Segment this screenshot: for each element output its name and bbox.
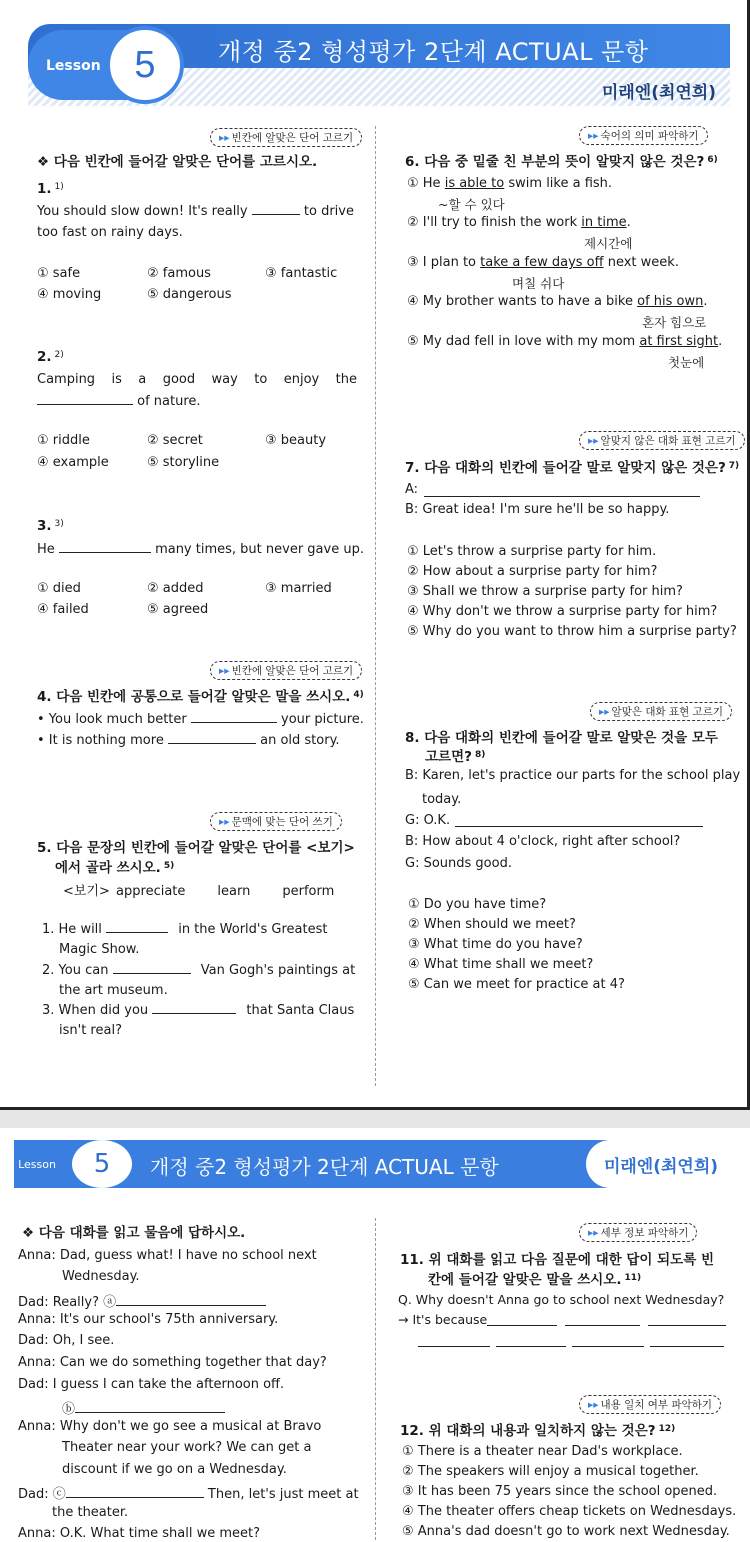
q-ref: 12) [658, 1424, 676, 1434]
option: ⑤ Can we meet for practice at 4? [408, 977, 625, 992]
answer-blank [252, 203, 300, 215]
column-divider [375, 1218, 376, 1540]
example-box [63, 880, 334, 899]
question-2-line2 [37, 393, 201, 409]
question-8-title2 [425, 745, 485, 765]
q-title: 6. 다음 중 밑줄 친 부분의 뜻이 알맞지 않은 것은? [405, 154, 705, 170]
dialogue-a: A: [405, 482, 419, 497]
section-tag [579, 126, 708, 145]
question-1-number [37, 178, 64, 197]
answer-blank [113, 962, 191, 974]
utterance: Then, let's just meet at [207, 1487, 359, 1502]
text: ③ I plan to [407, 255, 477, 270]
publisher-label: 미래엔(최연희) [586, 1140, 736, 1188]
question-2-line [37, 372, 357, 387]
option: ① Let's throw a surprise party for him. [407, 544, 657, 559]
dialogue-line [18, 1333, 114, 1348]
section-tag [210, 661, 362, 680]
option: ② famous [147, 266, 211, 281]
gloss: 혼자 힘으로 [642, 315, 707, 330]
text: 3. When did you [42, 1003, 149, 1018]
word: is [111, 372, 122, 387]
utterance: Oh, I see. [52, 1333, 115, 1348]
gloss: 첫눈에 [668, 355, 705, 370]
dialogue-line [18, 1291, 266, 1310]
utterance: O.K. What time shall we meet? [59, 1526, 261, 1541]
text: that Santa Claus [246, 1003, 355, 1018]
option: ③ It has been 75 years since the school opened. [402, 1484, 718, 1499]
text: He [37, 542, 55, 557]
arrow-icon: ▸▸ [588, 130, 599, 142]
q-ref: 4) [353, 690, 364, 700]
box-word: perform [282, 884, 335, 899]
option: ① There is a theater near Dad's workplace. [402, 1444, 683, 1459]
text: You should slow down! It's really [37, 204, 248, 219]
speaker: Dad: [18, 1487, 49, 1502]
q-ref: 1) [54, 182, 64, 192]
utterance: ⓑ [62, 1402, 76, 1417]
arrow-icon: ▸▸ [219, 816, 230, 828]
option: ⑤ dangerous [147, 287, 232, 302]
section-tag [579, 1223, 697, 1242]
option: ④ moving [37, 287, 102, 302]
dialogue-line: the theater. [52, 1505, 129, 1520]
question-7-title [405, 456, 739, 476]
utterance: ⓒ [52, 1487, 66, 1502]
arrow-icon: ▸▸ [219, 665, 230, 677]
text: swim like a fish. [508, 176, 613, 191]
question-11-title2 [428, 1268, 641, 1288]
arrow-icon: ▸▸ [588, 1227, 599, 1239]
option: ② secret [147, 433, 203, 448]
q-ref: 5) [163, 861, 175, 871]
text: Van Gogh's paintings at [200, 963, 356, 978]
underlined-phrase: take a few days off [480, 255, 604, 270]
sentence-item [42, 962, 355, 978]
gloss: 며칠 쉬다 [512, 276, 565, 291]
speaker: Anna: [18, 1248, 56, 1263]
speaker: Anna: [18, 1312, 56, 1327]
q-ref: 6) [707, 155, 718, 165]
option: ④ example [37, 455, 109, 470]
utterance: I guess I can take the afternoon off. [52, 1377, 285, 1392]
dialogue-line [18, 1312, 278, 1327]
q-ref: 7) [728, 461, 740, 471]
word: enjoy [283, 372, 320, 387]
question-2-number [37, 346, 64, 365]
option: ① died [37, 581, 81, 596]
arrow-icon: ▸▸ [599, 706, 610, 718]
page-title: 개정 중2 형성평가 2단계 ACTUAL 문항 [218, 38, 649, 66]
option: ④ What time shall we meet? [408, 957, 594, 972]
option: ② When should we meet? [408, 917, 576, 932]
dialogue-line [62, 1398, 225, 1417]
answer-blank [37, 393, 133, 405]
dialogue-line: Theater near your work? We can get a [62, 1440, 312, 1455]
q-ref: 3) [54, 519, 64, 529]
option: ① Do you have time? [408, 897, 547, 912]
section-tag [210, 812, 342, 831]
text: ⑤ My dad fell in love with my mom [407, 334, 636, 349]
option [407, 294, 708, 309]
text: . [718, 334, 723, 349]
dialogue-line [18, 1377, 284, 1392]
text: in the World's Greatest [178, 922, 328, 937]
dialogue-line: B: How about 4 o'clock, right after school? [405, 834, 681, 849]
option: ② How about a surprise party for him? [407, 564, 658, 579]
answer-blank [75, 1401, 225, 1413]
text: ④ My brother wants to have a bike [407, 294, 633, 309]
answer-line [424, 496, 700, 497]
arrow-icon: ▸▸ [588, 1399, 599, 1411]
option: ③ fantastic [265, 266, 338, 281]
lesson-header [14, 1140, 736, 1188]
option: ⑤ storyline [147, 455, 220, 470]
dialogue-line [18, 1526, 260, 1541]
page-title: 개정 중2 형성평가 2단계 ACTUAL 문항 [150, 1155, 499, 1179]
dialogue-line [18, 1483, 359, 1502]
option: ① riddle [37, 433, 90, 448]
sentence-item [42, 1002, 354, 1018]
answer-line [648, 1325, 726, 1326]
speaker: Dad: [18, 1377, 49, 1392]
box-word: appreciate [116, 884, 186, 899]
q-title: 4. 다음 빈칸에 공통으로 들어갈 알맞은 말을 쓰시오. [37, 689, 351, 705]
speaker: Anna: [18, 1526, 56, 1541]
underlined-phrase: at first sight [639, 334, 719, 349]
lesson-label: Lesson [46, 58, 101, 74]
option [407, 334, 722, 349]
dialogue-line [18, 1419, 321, 1434]
question-5-title: 5. 다음 문장의 빈칸에 들어갈 알맞은 단어를 <보기> [37, 840, 355, 856]
underlined-phrase: of his own [637, 294, 704, 309]
option: ① safe [37, 266, 81, 281]
text: next week. [607, 255, 679, 270]
underlined-phrase: is able to [444, 176, 505, 191]
answer-line [565, 1325, 640, 1326]
option [407, 176, 612, 191]
answer-line [496, 1346, 566, 1347]
question-1-line [37, 203, 354, 219]
text: 1. He will [42, 922, 102, 937]
text: 2. You can [42, 963, 109, 978]
text: of nature. [137, 394, 201, 409]
question-3-line [37, 541, 364, 557]
gloss: 제시간에 [584, 236, 633, 251]
question-1-line2: too fast on rainy days. [37, 225, 183, 240]
box-label: <보기> [63, 884, 110, 899]
speaker: Dad: [18, 1295, 49, 1310]
q-title: 칸에 들어갈 알맞은 말을 쓰시오. [428, 1272, 622, 1288]
option: ⑤ Anna's dad doesn't go to work next Wednesday. [402, 1524, 730, 1539]
text: . [626, 215, 631, 230]
option [407, 255, 679, 270]
text: many times, but never gave up. [155, 542, 364, 557]
q-num: 2. [37, 349, 52, 365]
question-12-title [400, 1419, 675, 1439]
option: ④ failed [37, 602, 89, 617]
answer-line [650, 1346, 724, 1347]
answer-blank [168, 732, 256, 744]
option [407, 215, 631, 230]
question-3-number [37, 515, 64, 534]
option: ③ beauty [265, 433, 327, 448]
lesson-number: 5 [106, 26, 184, 104]
dialogue-line: G: Sounds good. [405, 856, 512, 871]
box-word: learn [217, 884, 251, 899]
option: ④ The theater offers cheap tickets on Wednesdays. [402, 1504, 737, 1519]
speaker: Dad: [18, 1333, 49, 1348]
option: ③ Shall we throw a surprise party for him? [407, 584, 683, 599]
word: a [138, 372, 147, 387]
option: ③ married [265, 581, 332, 596]
question-4-bullet [37, 711, 364, 727]
dialogue-line: discount if we go on a Wednesday. [62, 1462, 287, 1477]
text: • It is nothing more [37, 733, 164, 748]
sentence-item [42, 921, 327, 937]
section-tag-label: 내용 일치 여부 파악하기 [600, 1399, 712, 1411]
word: good [162, 372, 196, 387]
dialogue-line: today. [422, 792, 462, 807]
answer-blank [191, 711, 277, 723]
q-ref: 11) [624, 1273, 642, 1283]
q11-question: Q. Why doesn't Anna go to school next Wednesday? [398, 1292, 725, 1307]
sentence-item-cont: the art museum. [59, 983, 168, 998]
option: ② added [147, 581, 204, 596]
answer-blank [152, 1002, 236, 1014]
question-6-title [405, 150, 718, 170]
worksheet-page-2 [0, 1128, 750, 1542]
answer-line [418, 1346, 490, 1347]
dialogue-line [18, 1248, 317, 1263]
section-tag-label: 세부 정보 파악하기 [600, 1227, 689, 1239]
column-divider [375, 126, 376, 1086]
q-num: 3. [37, 518, 52, 534]
text: to drive [303, 204, 354, 219]
dialogue-b: B: Great idea! I'm sure he'll be so happy. [405, 502, 670, 517]
question-4-title [37, 685, 364, 705]
section-tag-label: 알맞지 않은 대화 표현 고르기 [600, 435, 736, 447]
instruction: ❖ 다음 빈칸에 들어갈 알맞은 단어를 고르시오. [37, 154, 318, 170]
q-title: 12. 위 대화의 내용과 일치하지 않는 것은? [400, 1423, 656, 1439]
utterance: Can we do something together that day? [59, 1355, 327, 1370]
answer-blank [116, 1294, 266, 1306]
arrow-icon: ▸▸ [588, 435, 599, 447]
option: ③ What time do you have? [408, 937, 583, 952]
q-num: 1. [37, 181, 52, 197]
text: your picture. [281, 712, 364, 727]
text: . [703, 294, 708, 309]
q-title: 7. 다음 대화의 빈칸에 들어갈 말로 알맞지 않은 것은? [405, 460, 726, 476]
question-8-title: 8. 다음 대화의 빈칸에 들어갈 말로 알맞은 것을 모두 [405, 730, 718, 746]
speaker: Anna: [18, 1419, 56, 1434]
lesson-number: 5 [72, 1140, 132, 1188]
question-4-bullet [37, 732, 340, 748]
word: the [335, 372, 357, 387]
dialogue-line: Wednesday. [62, 1269, 140, 1284]
instruction: ❖ 다음 대화를 읽고 물음에 답하시오. [22, 1225, 246, 1241]
section-tag-label: 빈칸에 알맞은 단어 고르기 [231, 132, 354, 144]
q-ref: 8) [474, 750, 486, 760]
question-5-title2 [55, 856, 174, 876]
utterance: Really? ⓐ [52, 1295, 117, 1310]
answer-blank [106, 921, 168, 933]
publisher-label: 미래엔(최연희) [601, 83, 716, 103]
word: way [211, 372, 238, 387]
speaker: Anna: [18, 1355, 56, 1370]
section-tag [590, 702, 732, 721]
gloss: ~할 수 있다 [438, 197, 505, 212]
section-tag [579, 431, 745, 450]
answer-line [455, 826, 703, 827]
section-tag-label: 문맥에 맞는 단어 쓰기 [231, 816, 333, 828]
dialogue-line: G: O.K. [405, 813, 451, 828]
utterance: Why don't we go see a musical at Bravo [59, 1419, 322, 1434]
lesson-header [28, 24, 730, 108]
text: ① He [407, 176, 441, 191]
utterance: Dad, guess what! I have no school next [59, 1248, 317, 1263]
section-tag-label: 숙어의 의미 파악하기 [600, 130, 699, 142]
word: to [254, 372, 268, 387]
q-title: 에서 골라 쓰시오. [55, 860, 161, 876]
word: Camping [37, 372, 96, 387]
q11-answer: → It's because [398, 1312, 488, 1327]
option: ⑤ agreed [147, 602, 209, 617]
q-ref: 2) [54, 350, 64, 360]
question-11-title: 11. 위 대화를 읽고 다음 질문에 대한 답이 되도록 빈 [400, 1252, 714, 1268]
arrow-icon: ▸▸ [219, 132, 230, 144]
answer-line [487, 1325, 557, 1326]
sentence-item-cont: Magic Show. [59, 942, 140, 957]
text: an old story. [260, 733, 340, 748]
section-tag [579, 1395, 721, 1414]
answer-blank [59, 541, 151, 553]
section-tag [210, 128, 362, 147]
answer-line [572, 1346, 644, 1347]
text: • You look much better [37, 712, 187, 727]
answer-blank [66, 1486, 204, 1498]
dialogue-line: B: Karen, let's practice our parts for the school play [405, 768, 741, 783]
page-gap [0, 1110, 750, 1128]
dialogue-line [18, 1355, 327, 1370]
utterance: It's our school's 75th anniversary. [59, 1312, 279, 1327]
option: ④ Why don't we throw a surprise party for him? [407, 604, 718, 619]
option: ⑤ Why do you want to throw him a surprise party? [407, 624, 737, 639]
q-title: 고르면? [425, 749, 472, 765]
section-tag-label: 빈칸에 알맞은 단어 고르기 [231, 665, 354, 677]
option: ② The speakers will enjoy a musical together. [402, 1464, 699, 1479]
section-tag-label: 알맞은 대화 표현 고르기 [611, 706, 723, 718]
lesson-label: Lesson [14, 1140, 60, 1188]
sentence-item-cont: isn't real? [59, 1023, 122, 1038]
underlined-phrase: in time [581, 215, 627, 230]
text: ② I'll try to finish the work [407, 215, 578, 230]
